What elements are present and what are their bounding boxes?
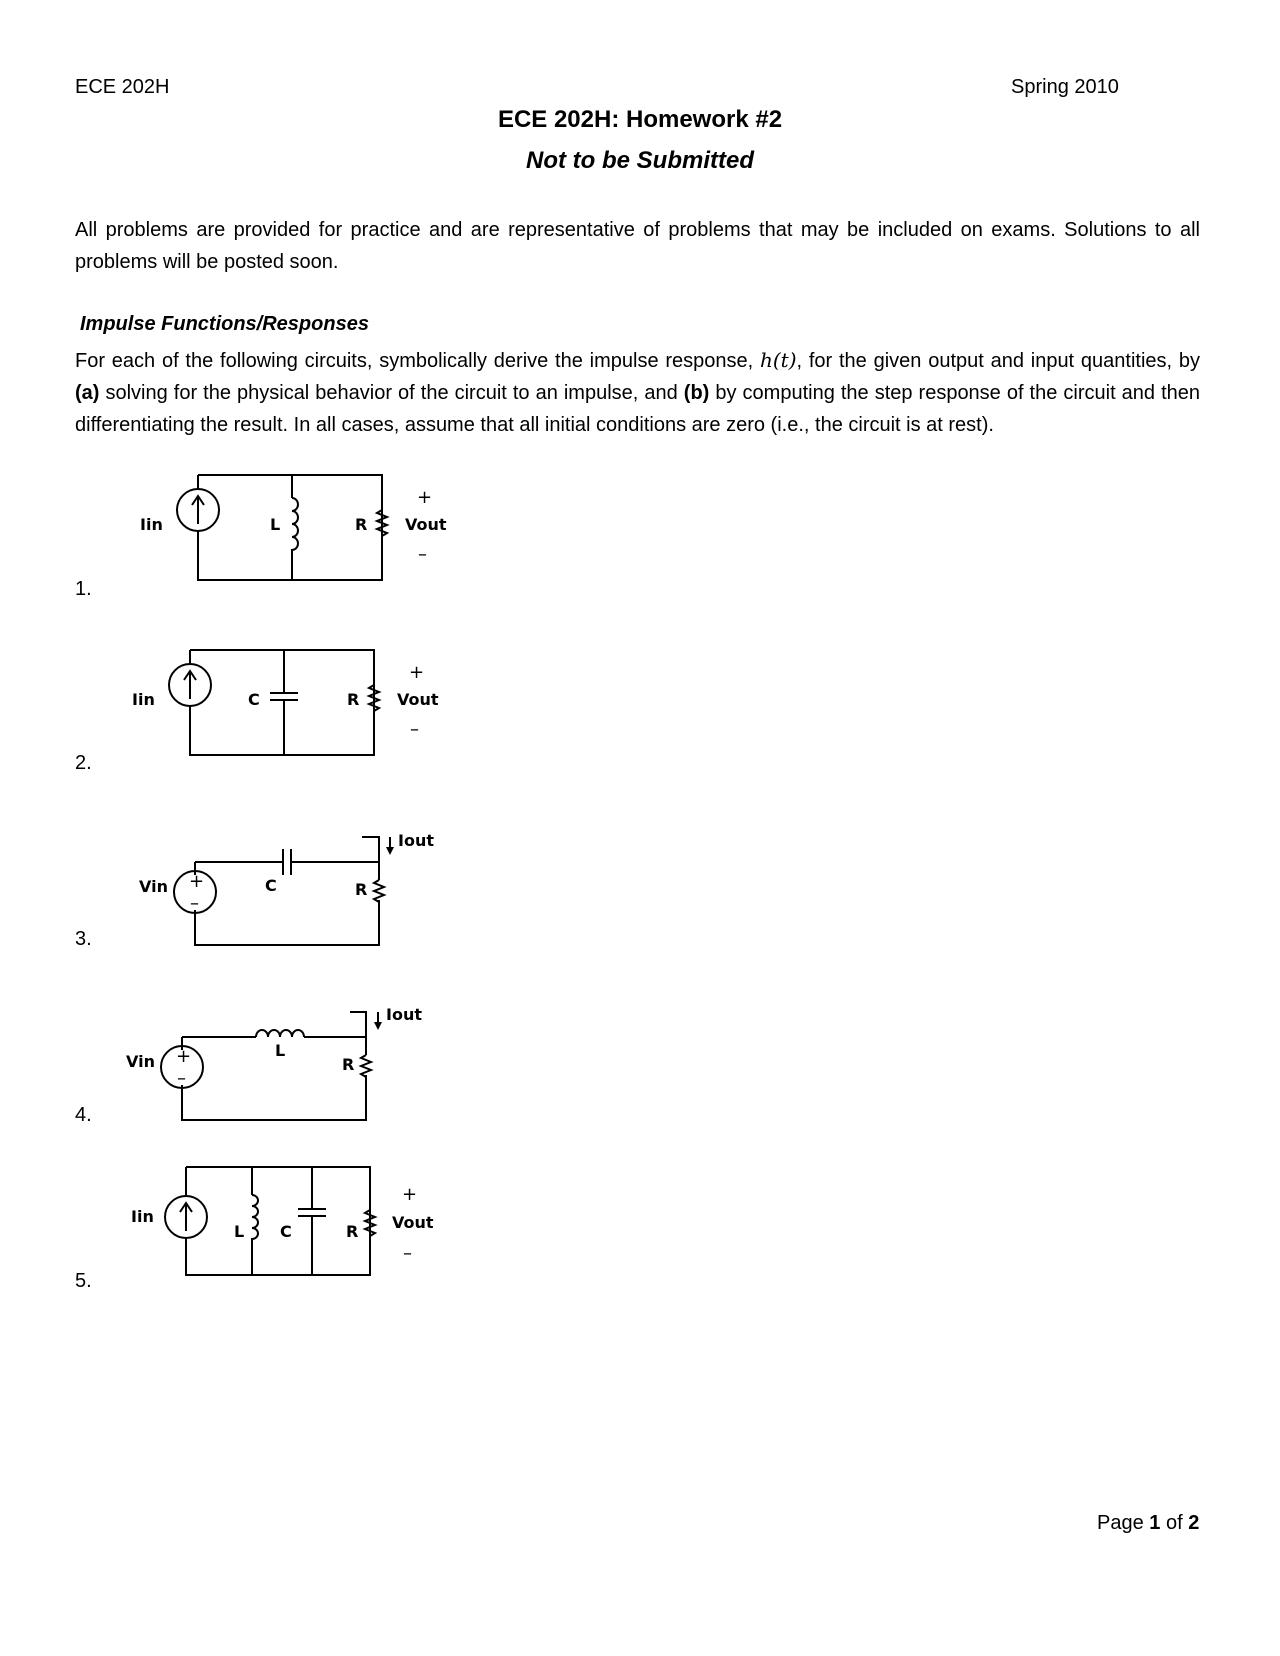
inductor-label: L <box>270 515 281 534</box>
resistor-label: R <box>347 690 360 709</box>
footer-middle: of <box>1160 1512 1189 1534</box>
source-label: Vin <box>126 1052 155 1071</box>
output-plus: + <box>409 662 425 683</box>
up-arrow-icon <box>192 496 204 524</box>
statement-text-2: , for the given output and input quantities, by <box>796 350 1200 372</box>
section-heading: Impulse Functions/Responses <box>80 313 369 335</box>
current-arrow-icon <box>386 847 394 855</box>
problem-2-number: 2. <box>75 752 92 774</box>
source-label: Iin <box>131 1207 154 1226</box>
source-label: Vin <box>139 877 168 896</box>
page-title: ECE 202H: Homework #2 <box>497 106 783 133</box>
circuit-5-diagram <box>0 1155 520 1295</box>
up-arrow-icon <box>180 1203 192 1231</box>
source-plus: + <box>176 1046 192 1067</box>
inductor-label: L <box>234 1222 245 1241</box>
output-label: Iout <box>398 831 434 850</box>
circuit-4-diagram <box>0 1000 520 1140</box>
inductor-l <box>256 1030 304 1037</box>
statement-text-3: solving for the physical behavior of the circuit to an impulse, and <box>99 382 684 404</box>
resistor-label: R <box>342 1055 355 1074</box>
output-label: Vout <box>392 1213 434 1232</box>
semester-term: Spring 2010 <box>1011 76 1119 98</box>
current-page: 1 <box>1149 1512 1161 1534</box>
resistor-label: R <box>355 880 368 899</box>
output-minus: – <box>403 1243 412 1264</box>
capacitor-c <box>283 849 291 875</box>
capacitor-label: C <box>265 876 277 895</box>
source-minus: – <box>190 893 199 914</box>
problem-statement <box>75 344 1200 441</box>
page-subtitle: Not to be Submitted <box>526 147 754 174</box>
source-label: Iin <box>140 515 163 534</box>
total-pages: 2 <box>1188 1512 1200 1534</box>
resistor-label: R <box>346 1222 359 1241</box>
course-code: ECE 202H <box>75 76 170 98</box>
resistor-r <box>374 880 384 902</box>
inductor-label: L <box>275 1041 286 1060</box>
capacitor-c <box>298 1209 326 1216</box>
output-plus: + <box>402 1184 418 1205</box>
resistor-label: R <box>355 515 368 534</box>
problem-1-number: 1. <box>75 578 92 600</box>
page-footer <box>1097 1512 1199 1535</box>
up-arrow-icon <box>184 671 196 699</box>
circuit-2-diagram <box>0 635 520 775</box>
output-label: Vout <box>397 690 439 709</box>
statement-text-1: For each of the following circuits, symbolically derive the impulse response, <box>75 350 760 372</box>
circuit-3-diagram <box>0 825 520 965</box>
impulse-response-symbol: h(t) <box>759 348 797 372</box>
problem-4-number: 4. <box>75 1104 92 1126</box>
inductor-l <box>292 498 298 557</box>
intro-paragraph: All problems are provided for practice and are representative of problems that may be included on exams. Solutions to all problems will be posted soon. <box>75 219 1200 273</box>
output-minus: – <box>418 544 427 565</box>
problem-5-number: 5. <box>75 1270 92 1292</box>
current-arrow-icon <box>374 1022 382 1030</box>
source-label: Iin <box>132 690 155 709</box>
output-label: Vout <box>405 515 447 534</box>
capacitor-c <box>270 693 298 700</box>
output-plus: + <box>417 487 433 508</box>
footer-prefix: Page <box>1097 1512 1150 1534</box>
circuit-1-diagram <box>0 460 520 600</box>
statement-text-4: by computing the step response of the circuit and then differentiating the result. In all cases, assume that all initial conditions are zero (i.e., the circuit is at rest). <box>75 382 1200 436</box>
source-plus: + <box>189 871 205 892</box>
output-minus: – <box>410 719 419 740</box>
source-minus: – <box>177 1068 186 1089</box>
problem-3-number: 3. <box>75 928 92 950</box>
resistor-r <box>361 1055 371 1077</box>
capacitor-label: C <box>248 690 260 709</box>
part-a-label: (a) <box>75 382 100 404</box>
part-b-label: (b) <box>683 382 710 404</box>
output-label: Iout <box>386 1005 422 1024</box>
capacitor-label: C <box>280 1222 292 1241</box>
inductor-l <box>252 1195 258 1250</box>
